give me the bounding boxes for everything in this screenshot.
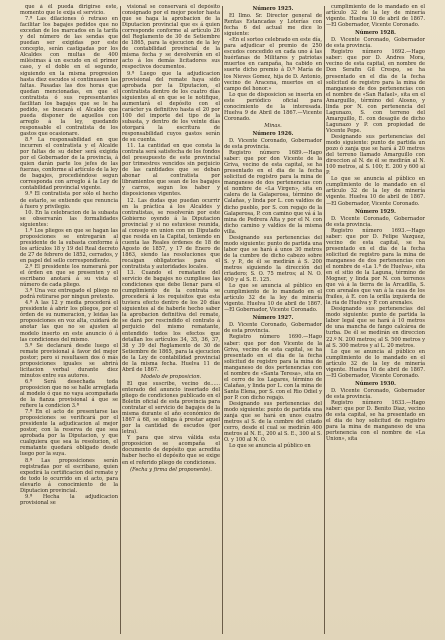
italic-note: (Fecha y firma del proponente). [130, 466, 212, 473]
column-1 [20, 4, 118, 636]
paragraph: Lo que se anuncia al público en cumplimiento de lo mandado en el artículo 32 de la ley de minería vigente. Huelva 10 de abril de 1867.—El Gobernador, Vicente Coronado. [326, 348, 425, 379]
paragraph: D. Vicente Coronado, Gobernador de esta provincia. [326, 37, 425, 50]
paragraph: D. Vicente Coronado, Gobernador de esta provincia. [326, 215, 425, 228]
section-heading: Número 1926. [252, 130, 294, 137]
paragraph: 1.ª Los pliegos en que se hagan las proposiciones se entregarán al presidente de la subasta conforme á los artículos 18 y 19 del Real decreto de 27 de febrero de 1852, cerrados, y en papel del sello correspondiente. [20, 227, 118, 264]
paragraph: El que suscribe, vecino de...... enterado del anuncio insertado del pliego de condiciones publicado en el Boletin oficial de esta provincia para contratar el servicio de bagajes de la misma durante el año económico de 1867 á 68, se obliga á prestar aquel por la cantidad de escudos (por letra). [122, 380, 220, 436]
column-divider [222, 6, 223, 634]
column-divider [324, 6, 325, 634]
paragraph: Registro número 1689.—Hago saber: que por don Vicente de la Griva, vecino de esta capital, se ha presentado en el dia de la fecha solicitud de registro para la mina de manganeso de dos pertenencias con el nombre de «La Virgen», sita en calera de la Galaperosa, término de Calañas, y linda por L. con valdios de dicho pueblo, por S. con regajo de la Galaperosa, P. con camino que vá á la mina de Pedrera Alta y por el N. con dicho camino y valdíos de la misma villa. [224, 150, 322, 235]
paragraph: 9.ª Luego que la adjudicacion provisional del remate haya sido aprobada por la Diputacion, el contratista dentro de los cuatro días siguientes al en que se le notifique, aumentará el depósito con el carácter ya definitivo hasta el 20 por 100 del importe del tipo de la subasta, y dentro de los veinte días otorgará la escritura de responsabilidad cuyos gastos serán de su cuenta. [122, 70, 220, 144]
paragraph: 10. En la celebracion de la subasta se observarán las formalidades siguientes: [20, 209, 118, 228]
paragraph: Designando sus pertenencias del modo siguiente: punto de partida la labor legal que se hará á 10 metros de una mancha de fango calcárea de turba. De él se medirán en direccion 22.º N. 200 metros; al S. 500 metros y al S. 300 metros y al L. 20 metros. [326, 306, 425, 349]
paragraph: Registro número 1633.—Hago saber: que por D. Benito Diaz, vecino de esta capital, se ha presentado en el dia de hoy solicitud de registro para la mina de manganeso de una pertenencia con el nombre de «La Union», sita [326, 400, 425, 443]
section-heading: Número 1927. [252, 315, 294, 322]
paragraph: 9.ª El contratista por sólo el hecho de estarlo, se entiende que renuncia á fuero y privilegio. [20, 191, 118, 210]
paragraph: visional se conservará el depósito consignado por el mejor postor hasta que se haga la aprobacion de la Diputacion provincial que es á quien corresponde conforme al artículo 26 del Reglamento de 30 de Setiembre de 1865, para la ejecucion de la ley de contabilidad provincial de la misma fecha y se devolverán en el acto á los demás licitadores sus respectivos documentos. [122, 4, 220, 71]
column-3 [224, 4, 322, 636]
section-heading: Número 1928. [355, 30, 396, 37]
paragraph: 9.ª Hecha la adjudicacion provisional se [20, 493, 118, 506]
paragraph: Lo que se anuncia al público en cumplimiento de lo mandado en el artículo 32 de la ley de minería vigente. Huelva 10 de abril de 1867.—El Gobernador, Vicente Coronado. [326, 176, 425, 207]
paragraph: Lo que de disposicion se inserta en este periódico oficial para conocimiento de la interesada. Huelva 9 de Abril de 1867.—Vicente Coronado. [224, 91, 322, 122]
paragraph: 5.ª Se declarará desde luego el remate provisional á favor del mejor postor; pero si resultasen dos ó más proposiciones iguales se abrirá licitacion verbal durante diez minutos entre sus autores. [20, 342, 118, 379]
paragraph: D. Vicente Coronado, Gobernador de esta provincia. [224, 322, 322, 335]
paragraph: 8.ª La responsabilidad en que incurren el contratista y el Alcalde por faltas de su deber será exigida por el Gobernador de la provincia, á quien darán parte los jefes de las fuerzas, conforme al artículo de la ley de bagajes, procediéndose segun corresponda con arreglo á la Ley de contabilidad provincial vigente. [20, 137, 118, 192]
paragraph: 3.ª Una vez entregado el pliego no podrá retirarse por ningun pretexto. [20, 288, 118, 301]
paragraph: 2.ª El presidente los numerará por el órden en que se presenten y el escribano anotará á su vista el número de cada pliego. [20, 264, 118, 289]
paragraph: Y para que sirva válida esta proposicion se acompaña el documento de depósito que acredita haber hecho el depósito que se exige en el referido pliego de condiciones. [122, 435, 220, 466]
column-divider [120, 6, 121, 634]
paragraph: D. Vicente Coronado, Gobernador de esta provincia. [224, 137, 322, 151]
paragraph: D. Vicente Coronado, Gobernador de esta provincia. [326, 387, 425, 400]
paragraph: cumplimiento de lo mandado en el artículo 32 de la ley de minería vigente. Huelva 10 de abril de 1867.—El Gobernador, Vicente Coronado. [326, 4, 425, 29]
paragraph: Registro número 1692.—Hago saber: que por D. Andres Mora, vecino de esta capital, en nombre de Don Serafin Gil Crespo, se ha presentado en el dia de la fecha solicitud de registro para la mina de manganeso de dos pertenencias con el nombre de «San Rafael», sita en el Amarguillo, término del Alosno, y linda por N. con pertenencia del Lagunazo, S. con terreno del Amarguillo, E. con desagüe de dicho Lagunazo y P. con propiedad de Vicente Pepe. [326, 49, 425, 134]
paragraph: 13. Cuando el rematante del servicio de bagajes no cumpliese las condiciones que debe llenar para el cumplimiento de la contrata se procederá á los requisitos que esta tuviera efecto dentro de los 20 días siguientes al de haberle hecho saber la aprobacion definitiva del remate, se dará por rescindido el contrato á perjuicio del mismo rematante, entendido todos los efectos que detallan los artículos 34, 35, 36, 37, 38 y 39 del Reglamento de 30 de Setiembre de 1865, para la ejecucion de la Ley de contabilidad provincial de la misma fecha. Huelva 11 de Abril de 1867. [122, 270, 220, 373]
column-4 [326, 4, 425, 636]
paragraph: Designando sus pertenencias del modo siguiente: punto de partida una zanja que se hará en unos cuatro metros al S. de la cumbre del citado cerro, desde el cual se medirán 400 metros al N. E., 200 al S. E., 300 al S. O. y 100 al N. O. [224, 401, 322, 444]
paragraph: Registro número 1693.—Hago saber: que por D. Felipe Vazquez, vecino de esta capital, se ha presentado en el dia de la fecha solicitud de registro para la mina de manganeso de dos pertenencias con el nombre de «La 1.ª de Huelva», sita en el sitio de la Laguna, término de Mogner, y linda por N. con terrenos que vá á la tierra de la Arcadilla, S. con arenales que van á la casa de los frailes, á E. con la orilla izquierda de la ria de Huelva y P. con arenales. [326, 227, 425, 307]
paragraph: 4.ª A las 12 y media procederá el presidente á abrir los pliegos, por el órden de su numeracion, y leidas las proposiciones en voz alta, cuidará de anotar las que no se ajusten al modelo inserto en este anuncio ó á las condiciones del mismo. [20, 300, 118, 343]
paragraph: 7.ª Las dilaciones ó retraso en facilitar los bagajes pedidos que no excedan de los marcados en la tarifa y del número de las sendas que puedan ser exigidas por este concepto, serán castigadas por los Alcaldes con multas de 400 milésimas á un escudo en el primer caso, y el doble en el segundo, siguiendo en la misma progresion hasta diez escudos si continuasen las faltas. Pasadas las dos horas que quedan mencionadas, en que el contratista ó sus representantes facilitan los bagajes que se le ha pedido, se buscará el Alcalde que pueda disponer de aquellos con arreglo á la ley, quedando responsable el contratista de los gastos que ocasionare. [20, 16, 118, 137]
paragraph: El Ilmo. Sr. Director general de Rentas Estancadas y Loterías con fecha 6 del actual me dice lo siguiente: [224, 13, 322, 38]
paragraph: 12. Las dudas que puedan ocurrir en la práctica á los Alcaldes y contratistas, se resolverán por este Gobierno oyendo á la Diputacion provincial y si no estuviese reunida, al consejo en union con un Diputado que resida en la Capital, teniendo en cuenta las Reales órdenes de 18 de Agosto de 1857, y 17 de Enero de 1863, siendo las resoluciones que recaigan obligatorias para el contratista y autoridades locales. [122, 197, 220, 271]
paragraph: Registro número 1690.—Hago saber: que por don Vicente de la Griva, vecino de esta capital, se ha presentado en el dia de la fecha solicitud de registro para la mina de manganeso de dos pertenencias con el nombre de «Santa Teresa», sita en el cerro de los Lagares, término de Calañas, y linda por L. con la mina de Santa Elena, por S. con el Rio Odiel y por P. con dicho regajo. [224, 334, 322, 401]
paragraph: Designando sus pertenencias del modo siguiente: punto de partida un pozo ó zanja que se hará á 20 metros del terreno llamado Amarguillo con direccion al N. de él se medirán al N. 100 metros, al S. 100; E. 200 y 600 al P. [326, 133, 425, 177]
italic-note: Modelo de proposicion. [140, 373, 202, 380]
paragraph: 11. La cantidad en que consta la contrata será satisfecha de los fondos del presupuesto de este provincial por trimestres vencidos sin perjuicio de las cantidades que se deban abonar al contratista por libramientos que sean de los bagajes y carros, segun los haber y disposiciones vigentes. [122, 143, 220, 198]
column-2 [122, 4, 220, 636]
paragraph: 6.ª Será desechada toda proposicion que no se halle arreglada al modelo ó que no vaya acompañada de la fianza provisional á que se refiere la condicion 3.ª [20, 378, 118, 410]
italic-note: Minas. [264, 122, 282, 129]
paragraph: Designando sus pertenencias del modo siguiente: punto de partida una labor que se hará á unos 30 metros de la cumbre de dicho cabezo sobre S. y P., de él se medirán á S. 200 metros siguiendo la dirección del criadero; S. O. 75 metros; al N. O. 400 y al S. E. 125. [224, 234, 322, 284]
paragraph: que á él pueda dirigirse este, momento que le exija el servicio. [20, 4, 118, 17]
section-heading: Número 1930. [355, 380, 396, 387]
paragraph: Lo que se anuncia al público en cumplimiento de lo mandado en el artículo 32 de la ley de minería vigente. Huelva 10 de abril de 1867.—El Gobernador, Vicente Coronado. [224, 283, 322, 314]
paragraph: Lo que se anuncia al público en [229, 443, 311, 450]
paragraph: 7.ª En el acto de presentarse las proposiciones se verificará por el presidente la adjudicacion al mejor postor, con la reserva de que sea aprobada por la Diputacion, y que cualquiera que sea la resolucion, el rematante quedará obligado desde luego por la suya. [20, 409, 118, 458]
paragraph: «En el sorteo celebrado en este día, para adjudicar el premio de 250 escudos concedido en cada uno á las huérfanas de Militares y patriotas muertos en campaña, ha cabido en suerte dicho premio á D.ª María de los Nieves Gomez, hija de D. Antonio, vecino de Aracena, muertos en el campo del honor.» [224, 37, 322, 92]
section-heading: Número 1925. [252, 6, 294, 12]
paragraph: 8.ª Las proposiciones serán registradas por el escribano, quien expedirá la certificacion del remate y de todo lo ocurrido en el acto, para elevarlo á conocimiento de la Diputacion provincial. [20, 457, 118, 494]
section-heading: Número 1929. [355, 208, 396, 215]
